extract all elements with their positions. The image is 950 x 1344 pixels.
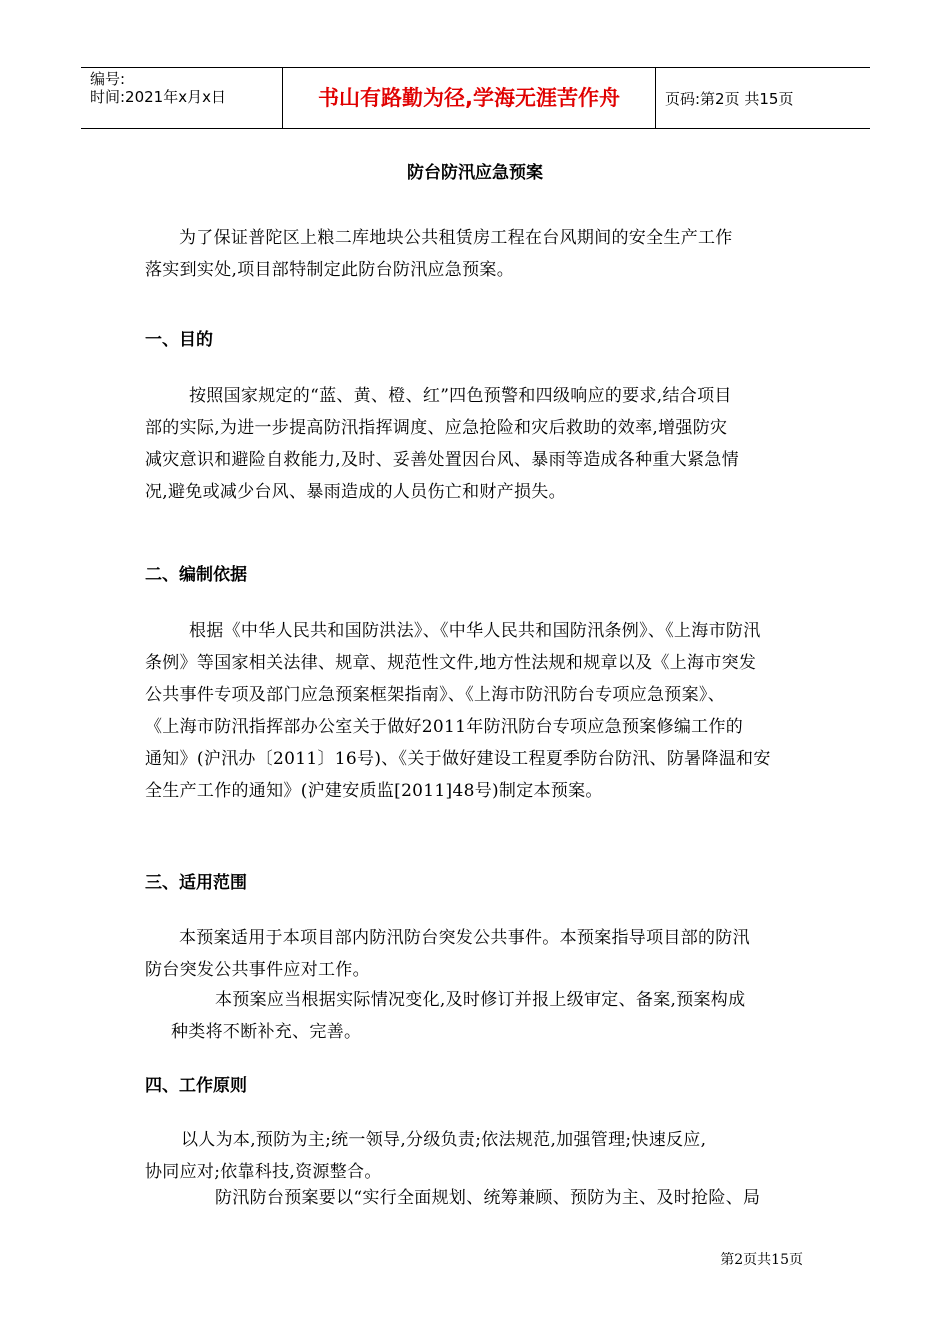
section-paragraph	[145, 1124, 706, 1188]
section-paragraph	[145, 615, 771, 807]
section-paragraph	[145, 1182, 760, 1214]
paragraph-line: 本预案应当根据实际情况变化,及时修订并报上级审定、备案,预案构成	[215, 990, 746, 1010]
paragraph-line: 本预案适用于本项目部内防汛防台突发公共事件。本预案指导项目部的防汛	[179, 928, 750, 948]
paragraph-line: 公共事件专项及部门应急预案框架指南》、《上海市防汛防台专项应急预案》、	[145, 685, 725, 705]
header-motto: 书山有路勤为径,学海无涯苦作舟	[318, 86, 620, 110]
paragraph-line: 条例》等国家相关法律、规章、规范性文件,地方性法规和规章以及《上海市突发	[145, 653, 757, 673]
header-top-rule	[81, 67, 870, 68]
section-heading: 四、工作原则	[145, 1076, 247, 1096]
paragraph-line: 根据《中华人民共和国防洪法》、《中华人民共和国防汛条例》、《上海市防汛	[189, 621, 761, 641]
paragraph-line: 部的实际,为进一步提高防汛指挥调度、应急抢险和灾后救助的效率,增强防灾	[145, 418, 728, 438]
header-time-label: 时间:2021年x月x日	[90, 88, 226, 106]
header-page-info: 页码:第2页 共15页	[665, 90, 794, 108]
page-footer: 第2页共15页	[720, 1252, 803, 1268]
header-bottom-rule	[81, 128, 870, 129]
section-paragraph	[145, 984, 745, 1048]
section-paragraph	[145, 922, 750, 986]
paragraph-line: 协同应对;依靠科技,资源整合。	[145, 1162, 382, 1182]
paragraph-line: 以人为本,预防为主;统一领导,分级负责;依法规范,加强管理;快速反应,	[181, 1130, 707, 1150]
header-divider	[655, 67, 656, 129]
section-heading: 三、适用范围	[145, 873, 247, 893]
paragraph-line: 为了保证普陀区上粮二库地块公共租赁房工程在台风期间的安全生产工作	[179, 228, 733, 248]
paragraph-line: 落实到实处,项目部特制定此防台防汛应急预案。	[145, 260, 515, 280]
paragraph-line: 防汛防台预案要以“实行全面规划、统筹兼顾、预防为主、及时抢险、局	[215, 1188, 761, 1208]
paragraph-line: 《上海市防汛指挥部办公室关于做好2011年防汛防台专项应急预案修编工作的	[145, 717, 744, 737]
intro-paragraph	[145, 222, 733, 286]
section-paragraph	[145, 380, 739, 508]
section-heading: 二、编制依据	[145, 565, 247, 585]
paragraph-line: 通知》(沪汛办〔2011〕16号)、《关于做好建设工程夏季防台防汛、防暑降温和安	[145, 749, 771, 769]
paragraph-line: 防台突发公共事件应对工作。	[145, 960, 370, 980]
paragraph-line: 全生产工作的通知》(沪建安质监[2011]48号)制定本预案。	[145, 781, 603, 801]
paragraph-line: 按照国家规定的“蓝、黄、橙、红”四色预警和四级响应的要求,结合项目	[189, 386, 732, 406]
header-number-label: 编号:	[90, 70, 126, 88]
paragraph-line: 减灾意识和避险自救能力,及时、妥善处置因台风、暴雨等造成各种重大紧急情	[145, 450, 739, 470]
paragraph-line: 况,避免或减少台风、暴雨造成的人员伤亡和财产损失。	[145, 482, 566, 502]
section-heading: 一、目的	[145, 330, 213, 350]
document-title: 防台防汛应急预案	[407, 163, 543, 183]
paragraph-line: 种类将不断补充、完善。	[171, 1022, 362, 1042]
